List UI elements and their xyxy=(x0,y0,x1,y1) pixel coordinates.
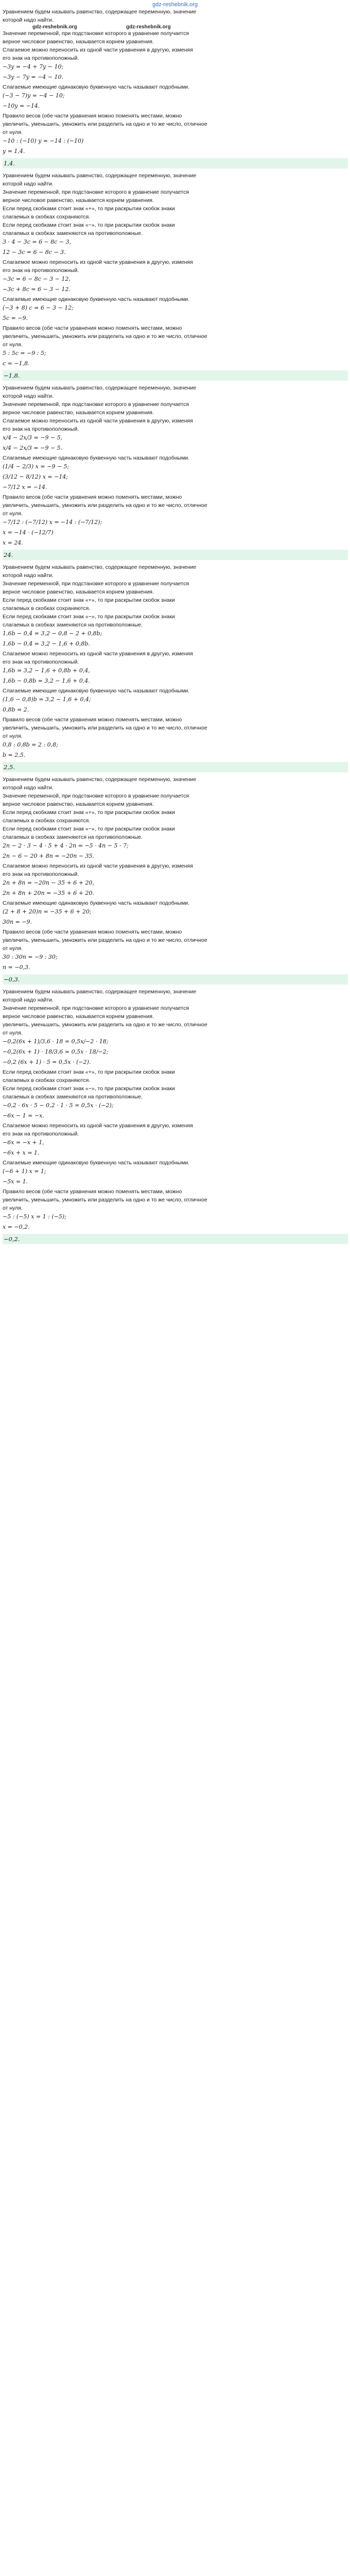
explanation-text: Уравнением будем называть равенство, содержащее переменную, значение xyxy=(3,9,197,15)
explanation-text: его знак на противоположный. xyxy=(3,659,79,665)
equation-line: 2n − 2 · 3 − 4 · 5 + 4 · 2n = −5 · 4n − 5 · 7; xyxy=(3,842,129,849)
explanation-text: верное числовое равенство, называется корнем уравнения. xyxy=(3,589,154,595)
explanation-text: увеличить, уменьшить, умножить или разделить на одно и то же число, отличное xyxy=(3,333,207,340)
equation-line: 1,6b − 0,8b = 3,2 − 1,6 + 0,4. xyxy=(3,677,90,684)
equation-line: (−3 + 8) c = 6 − 3 − 12; xyxy=(3,304,74,311)
equation-line: −5x = 1. xyxy=(3,1178,28,1185)
explanation-text: слагаемых в скобках заменяются на противоположные. xyxy=(3,622,143,628)
equation-line: −10y = −14. xyxy=(3,103,40,109)
equation-line: x/4 − 2x/3 = −9 − 5. xyxy=(3,445,63,451)
equation-line: −6x + x = 1. xyxy=(3,1149,40,1156)
equation-line: (1/4 − 2/3) x = −9 − 5; xyxy=(3,463,69,470)
explanation-text: от нуля. xyxy=(3,945,23,952)
explanation-text: Значение переменной, при подстановке которого в уравнение получается xyxy=(3,189,189,195)
explanation-text: увеличить, уменьшить, умножить или разделить на одно и то же число, отличное xyxy=(3,937,207,943)
equation-line: −3y = −4 + 7y − 10; xyxy=(3,63,64,70)
equation-line: 30 : 30n = −9 : 30; xyxy=(3,954,58,960)
equation-line: 3 · 4 − 3c = 6 − 8c − 3, xyxy=(3,239,72,245)
explanation-text: его знак на противоположный. xyxy=(3,55,79,61)
explanation-text: Если перед скобками стоит знак «+», то при раскрытии скобок знаки xyxy=(3,1069,175,1075)
equation-line: 2n + 8n = −20n − 35 + 6 + 20, xyxy=(3,879,95,886)
equation-line: x = −0,2. xyxy=(3,1224,30,1230)
equation-line: b = 2,5. xyxy=(3,752,26,758)
equation-line: (3/12 − 8/12) x = −14; xyxy=(3,473,68,480)
explanation-text: от нуля. xyxy=(3,511,23,517)
watermark-row xyxy=(3,24,348,29)
equation-line: 0,8 : 0,8b = 2 : 0,8; xyxy=(3,741,58,748)
explanation-text: Слагаемое можно переносить из одной части уравнения в другую, изменяя xyxy=(3,418,193,424)
explanation-text: Уравнением будем называть равенство, содержащее переменную, значение xyxy=(3,989,197,995)
equation-line: −0,2 · 6x · 5 − 0,2 · 1 · 5 = 0,5x · (−2); xyxy=(3,1102,114,1109)
explanation-text: Если перед скобками стоит знак «−», то при раскрытии скобок знаки xyxy=(3,614,175,620)
explanation-text: Слагаемые имеющие одинаковую буквенную часть называют подобными. xyxy=(3,900,190,906)
equation-line: 30n = −9. xyxy=(3,919,32,925)
explanation-text: Правило весов (обе части уравнения можно поменять местами, можно xyxy=(3,494,182,500)
explanation-text: Правило весов (обе части уравнения можно поменять местами, можно xyxy=(3,325,182,331)
answer-box: −0,2. xyxy=(3,1234,348,1244)
equation-line: x/4 − 2x/3 = −9 − 5, xyxy=(3,434,63,441)
equation-line: 1,6b − 0,4 = 3,2 − 0,8 − 2 + 0,8b; xyxy=(3,630,102,637)
equation-line: −3c + 8c = 6 − 3 − 12. xyxy=(3,286,71,293)
explanation-text: Значение переменной, при подстановке которого в уравнение получается xyxy=(3,581,189,587)
site-header xyxy=(0,0,350,9)
explanation-text: Правило весов (обе части уравнения можно поменять местами, можно xyxy=(3,1189,182,1195)
equation-line: (2 + 8 + 20)n = −35 + 6 + 20; xyxy=(3,908,92,915)
equation-line: x = 24. xyxy=(3,539,23,546)
explanation-text: которой надо найти. xyxy=(3,572,54,579)
explanation-text: слагаемых в скобках сохраняются. xyxy=(3,605,91,612)
equation-line: −0,2(6x + 1) · 18/3,6 = 0,5x · 18/−2; xyxy=(3,1048,109,1055)
explanation-text: его знак на противоположный. xyxy=(3,426,79,432)
explanation-text: Если перед скобками стоит знак «+», то при раскрытии скобок знаки xyxy=(3,597,175,603)
explanation-text: Если перед скобками стоит знак «−», то при раскрытии скобок знаки xyxy=(3,222,175,228)
explanation-text: которой надо найти. xyxy=(3,393,54,399)
explanation-text: его знак на противоположный. xyxy=(3,871,79,877)
explanation-text: верное числовое равенство, называется корнем уравнения. xyxy=(3,39,154,45)
explanation-text: слагаемых в скобках сохраняются. xyxy=(3,818,91,824)
equation-line: y = 1,4. xyxy=(3,148,25,155)
explanation-text: слагаемых в скобках заменяются на противоположные. xyxy=(3,230,143,236)
equation-line: −10 : (−10) y = −14 : (−10) xyxy=(3,138,84,144)
equation-line: −0,2(6x + 1)/3,6 · 18 = 0,5x/−2 · 18; xyxy=(3,1038,109,1045)
explanation-text: Уравнением будем называть равенство, содержащее переменную, значение xyxy=(3,776,197,783)
explanation-text: его знак на противоположный. xyxy=(3,267,79,274)
explanation-text: Уравнением будем называть равенство, содержащее переменную, значение xyxy=(3,564,197,570)
solution-content xyxy=(0,9,350,1244)
explanation-text: от нуля. xyxy=(3,1205,23,1211)
explanation-text: увеличить, уменьшить, умножить или разделить на одно и то же число, отличное xyxy=(3,121,207,127)
equation-line: 2n − 6 − 20 + 8n = −20n − 35. xyxy=(3,853,95,859)
equation-line: −7/12 : (−7/12) x = −14 : (−7/12); xyxy=(3,519,102,526)
explanation-text: Если перед скобками стоит знак «+», то при раскрытии скобок знаки xyxy=(3,809,175,816)
explanation-text: увеличить, уменьшить, умножить или разделить на одно и то же число, отличное xyxy=(3,725,207,731)
equation-line: n = −0,3. xyxy=(3,964,30,971)
explanation-text: от нуля. xyxy=(3,129,23,135)
equation-line: 0,8b = 2. xyxy=(3,706,29,713)
explanation-text: Слагаемое можно переносить из одной части уравнения в другую, изменяя xyxy=(3,259,193,265)
answer-box: 1,4. xyxy=(3,158,348,168)
answer-box: 2,5. xyxy=(3,762,348,772)
explanation-text: увеличить, уменьшить, умножить или разделить на одно и то же число, отличное xyxy=(3,502,207,509)
site-header-text: gdz-reshebnik.org xyxy=(152,2,198,8)
answer-box: −1,8. xyxy=(3,370,348,381)
explanation-text: Слагаемые имеющие одинаковую буквенную часть называют подобными. xyxy=(3,1160,190,1166)
explanation-text: его знак на противоположный. xyxy=(3,1131,79,1137)
explanation-text: Слагаемые имеющие одинаковую буквенную часть называют подобными. xyxy=(3,84,190,90)
explanation-text: Слагаемое можно переносить из одной части уравнения в другую, изменяя xyxy=(3,1123,193,1129)
watermark-text: gdz-reshebnik.org xyxy=(32,24,77,30)
explanation-text: слагаемых в скобках сохраняются. xyxy=(3,214,91,220)
explanation-text: верное числовое равенство, называется корнем уравнения. xyxy=(3,801,154,807)
explanation-text: Слагаемые имеющие одинаковую буквенную часть называют подобными. xyxy=(3,688,190,694)
explanation-text: Слагаемое можно переносить из одной части уравнения в другую, изменяя xyxy=(3,863,193,869)
explanation-text: которой надо найти. xyxy=(3,785,54,791)
explanation-text: которой надо найти. xyxy=(3,181,54,187)
equation-line: −6x = −x + 1, xyxy=(3,1139,44,1146)
explanation-text: которой надо найти. xyxy=(3,997,54,1003)
explanation-text: Если перед скобками стоит знак «−», то при раскрытии скобок знаки xyxy=(3,1086,175,1092)
equation-line: −3c = 6 − 8c − 3 − 12, xyxy=(3,276,71,282)
explanation-text: Значение переменной, при подстановке которого в уравнение получается xyxy=(3,401,189,408)
explanation-text: Правило весов (обе части уравнения можно поменять местами, можно xyxy=(3,113,182,119)
equation-line: 1,6b − 0,4 = 3,2 − 1,6 + 0,8b. xyxy=(3,640,90,647)
explanation-text: Если перед скобками стоит знак «−», то при раскрытии скобок знаки xyxy=(3,826,175,832)
explanation-text: слагаемых в скобках заменяются на противоположные. xyxy=(3,834,143,840)
explanation-text: Если перед скобками стоит знак «+», то при раскрытии скобок знаки xyxy=(3,206,175,212)
explanation-text: от нуля. xyxy=(3,342,23,348)
explanation-text: которой надо найти. xyxy=(3,17,54,23)
equation-line: 1,6b = 3,2 − 1,6 + 0,8b + 0,4, xyxy=(3,667,90,674)
equation-line: −7/12 x = −14. xyxy=(3,484,47,490)
equation-line: c = −1,8. xyxy=(3,360,30,367)
explanation-text: увеличить, уменьшить, умножить или разделить на одно и то же число, отличное xyxy=(3,1022,207,1028)
answer-box: 24. xyxy=(3,550,348,560)
explanation-text: верное числовое равенство, называется корнем уравнения. xyxy=(3,410,154,416)
equation-line: 2n + 8n + 20n = −35 + 6 + 20. xyxy=(3,890,95,896)
explanation-text: слагаемых в скобках заменяются на противоположные. xyxy=(3,1094,143,1100)
equation-line: 5 : 5c = −9 : 5; xyxy=(3,350,46,357)
equation-line: x = −14 · (−12/7) xyxy=(3,529,54,536)
explanation-text: от нуля. xyxy=(3,1030,23,1036)
watermark-text: gdz-reshebnik.org xyxy=(126,24,171,30)
equation-line: −5 : (−5) x = 1 : (−5); xyxy=(3,1213,66,1220)
explanation-text: от нуля. xyxy=(3,733,23,739)
explanation-text: верное числовое равенство, называется корнем уравнения. xyxy=(3,197,154,204)
equation-line: 12 − 3c = 6 − 8c − 3. xyxy=(3,249,66,256)
equation-line: (−3 − 7)y = −4 − 10; xyxy=(3,92,65,99)
answer-box: −0,3. xyxy=(3,974,348,985)
explanation-text: Значение переменной, при подстановке которого в уравнение получается xyxy=(3,30,189,37)
explanation-text: Правило весов (обе части уравнения можно поменять местами, можно xyxy=(3,929,182,935)
explanation-text: Слагаемые имеющие одинаковую буквенную часть называют подобными. xyxy=(3,296,190,302)
explanation-text: верное числовое равенство, называется корнем уравнения. xyxy=(3,1013,154,1020)
explanation-text: Уравнением будем называть равенство, содержащее переменную, значение xyxy=(3,173,197,179)
equation-line: (1,6 − 0,8)b = 3,2 − 1,6 + 0,4; xyxy=(3,696,91,703)
explanation-text: Значение переменной, при подстановке которого в уравнение получается xyxy=(3,793,189,799)
explanation-text: Слагаемое можно переносить из одной части уравнения в другую, изменяя xyxy=(3,651,193,657)
explanation-text: Слагаемые имеющие одинаковую буквенную часть называют подобными. xyxy=(3,455,190,461)
equation-line: −6x − 1 = −x. xyxy=(3,1112,44,1119)
explanation-text: Правило весов (обе части уравнения можно поменять местами, можно xyxy=(3,717,182,723)
equation-line: −0,2 (6x + 1) · 5 = 0,5x · (−2). xyxy=(3,1059,91,1065)
explanation-text: увеличить, уменьшить, умножить или разделить на одно и то же число, отличное xyxy=(3,1197,207,1203)
equation-line: (−6 + 1) x = 1; xyxy=(3,1168,46,1175)
explanation-text: Слагаемое можно переносить из одной части уравнения в другую, изменяя xyxy=(3,47,193,53)
explanation-text: Значение переменной, при подстановке которого в уравнение получается xyxy=(3,1005,189,1011)
explanation-text: Уравнением будем называть равенство, содержащее переменную, значение xyxy=(3,385,197,391)
equation-line: −3y − 7y = −4 − 10. xyxy=(3,74,63,80)
explanation-text: слагаемых в скобках сохраняются. xyxy=(3,1077,91,1083)
equation-line: 5c = −9. xyxy=(3,315,28,321)
